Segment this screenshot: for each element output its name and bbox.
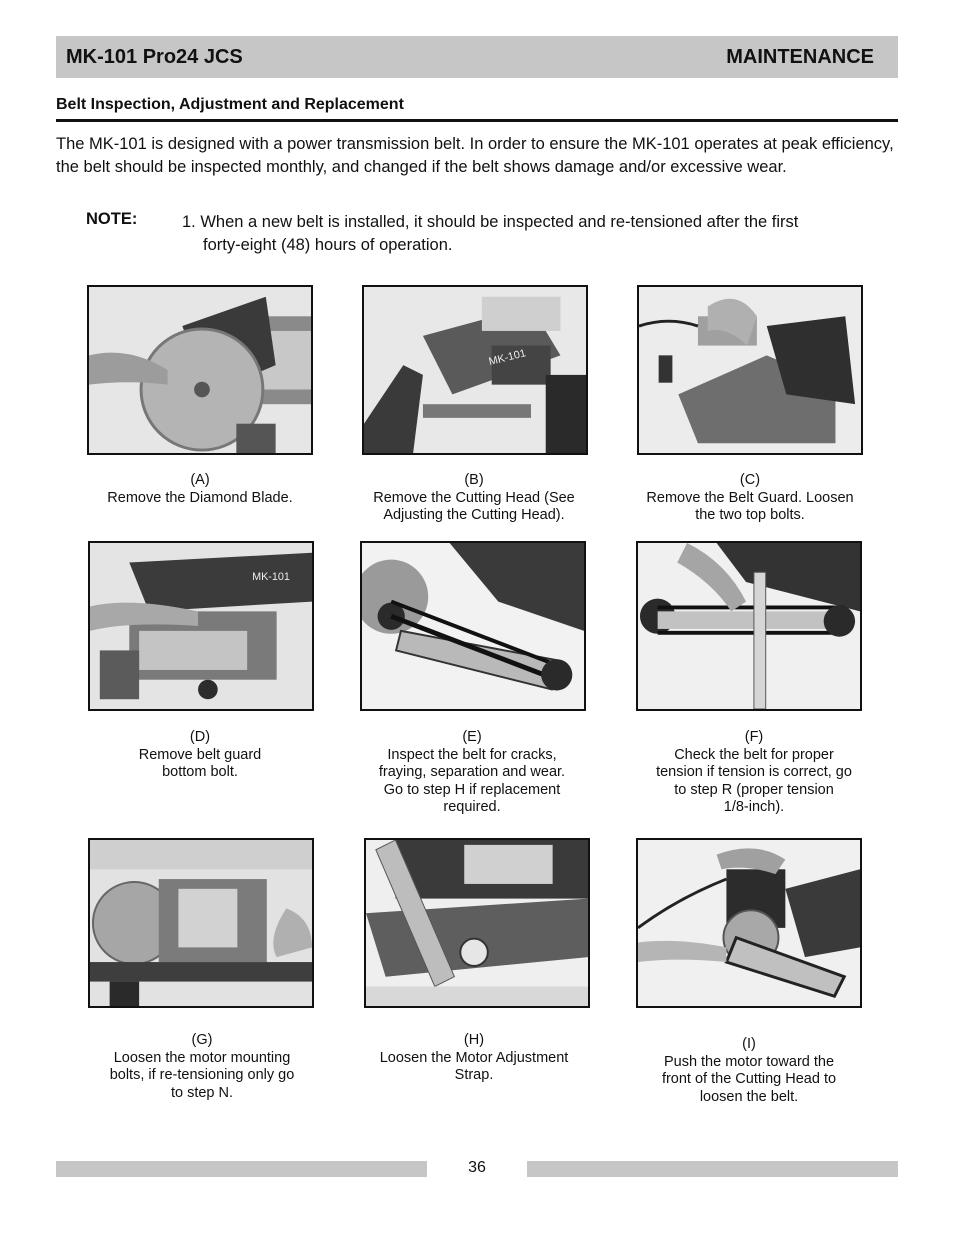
caption-line: Loosen the motor mounting: [113, 1049, 291, 1066]
footer-bar-right: [527, 1161, 898, 1177]
caption-line: Push the motor toward the: [663, 1053, 835, 1070]
caption-line: fraying, separation and wear.: [378, 764, 566, 780]
photo-e-inspect-belt: [360, 541, 586, 711]
section-title: Belt Inspection, Adjustment and Replacement: [56, 96, 404, 113]
caption-line: Loosen the Motor Adjustment: [379, 1049, 569, 1066]
page-number: 36: [468, 1159, 486, 1176]
caption-line: Adjusting the Cutting Head).: [383, 507, 565, 523]
caption-line: Check the belt for proper: [674, 746, 834, 763]
caption-line: bolts, if re-tensioning only go: [109, 1067, 295, 1083]
caption-b: [354, 472, 594, 525]
caption-line: to step R (proper tension: [674, 781, 834, 798]
caption-letter: (B): [464, 472, 484, 488]
page-header: [56, 36, 898, 78]
caption-a: [80, 472, 320, 507]
caption-e: [352, 729, 592, 817]
caption-line: Strap.: [454, 1067, 494, 1083]
caption-letter: (E): [462, 729, 482, 745]
caption-line: front of the Cutting Head to: [661, 1071, 837, 1087]
note-line-2: forty-eight (48) hours of operation.: [203, 236, 453, 254]
footer-bar-left: [56, 1161, 427, 1177]
caption-line: Inspect the belt for cracks,: [387, 746, 557, 763]
photo-i-push-motor: [636, 838, 862, 1008]
section-divider: [56, 119, 898, 122]
caption-line: to step N.: [170, 1084, 234, 1101]
caption-line: bottom bolt.: [162, 764, 238, 780]
photo-b-remove-cutting-head: [362, 285, 588, 455]
photo-g-loosen-motor-bolts: [88, 838, 314, 1008]
photo-d-remove-bottom-bolt: [88, 541, 314, 711]
note-label: NOTE:: [86, 210, 138, 228]
photo-a-remove-blade: [87, 285, 313, 455]
photo-f-check-tension: [636, 541, 862, 711]
caption-letter: (C): [739, 472, 761, 488]
header-model: MK-101 Pro24 JCS: [66, 45, 243, 68]
caption-line: Remove belt guard: [138, 746, 262, 763]
caption-letter: (H): [463, 1032, 485, 1048]
caption-line: required.: [443, 799, 501, 815]
caption-line: Remove the Diamond Blade.: [107, 489, 293, 506]
caption-line: Go to step H if replacement: [383, 781, 561, 798]
caption-line: 1/8-inch).: [723, 799, 785, 815]
note-text: [182, 211, 892, 257]
caption-i: [629, 1036, 869, 1106]
caption-line: loosen the belt.: [699, 1088, 799, 1105]
photo-c-remove-belt-guard: [637, 285, 863, 455]
note-line-1: 1. When a new belt is installed, it should be inspected and re-tensioned after the first: [182, 213, 799, 231]
photo-h-loosen-adjustment-strap: [364, 838, 590, 1008]
caption-letter: (I): [742, 1036, 756, 1052]
caption-d: [80, 729, 320, 782]
photo-d-logo: MK-101: [252, 571, 290, 584]
caption-line: the two top bolts.: [695, 507, 805, 523]
intro-paragraph: The MK-101 is designed with a power transmission belt. In order to ensure the MK-101 operates at peak efficiency, the belt should be inspected monthly, and changed if the belt shows damage and/or excessive wear.: [56, 135, 894, 176]
caption-c: [630, 472, 870, 525]
caption-letter: (D): [189, 729, 211, 745]
caption-letter: (F): [744, 729, 764, 745]
caption-letter: (G): [191, 1032, 213, 1048]
caption-line: Remove the Belt Guard. Loosen: [646, 489, 854, 506]
header-section: MAINTENANCE: [726, 45, 874, 68]
caption-line: Remove the Cutting Head (See: [373, 489, 575, 506]
caption-g: [82, 1032, 322, 1102]
caption-line: tension if tension is correct, go: [656, 764, 852, 780]
caption-letter: (A): [190, 472, 210, 488]
photo-b-logo: MK-101: [487, 347, 528, 369]
caption-f: [634, 729, 874, 817]
caption-h: [354, 1032, 594, 1085]
